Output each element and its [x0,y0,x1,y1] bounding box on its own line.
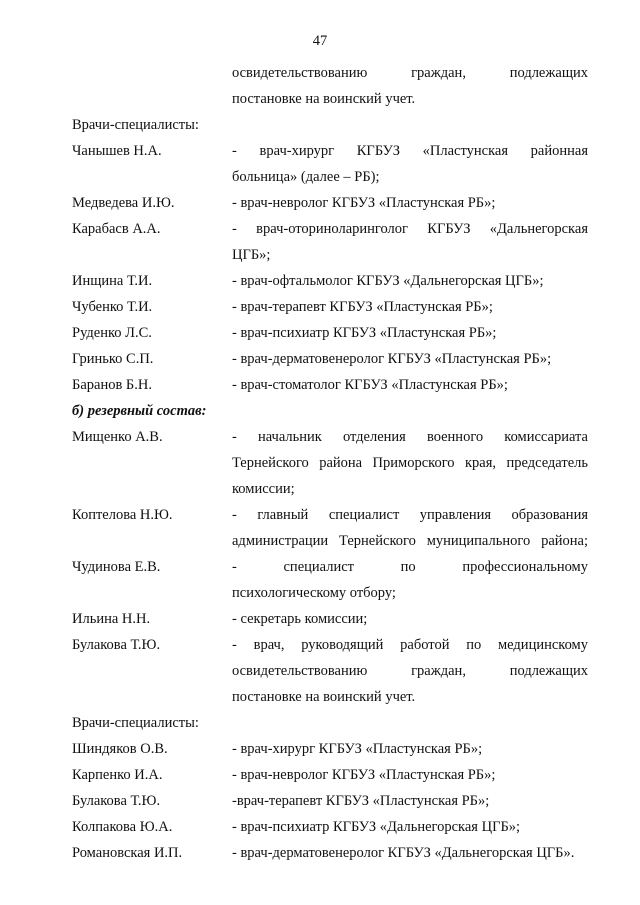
member-name: Руденко Л.С. [72,325,152,341]
member-name: Карабасв А.А. [72,221,161,237]
section-heading-specialists-reserve: Врачи-специалисты: [72,715,199,731]
member-name: Медведева И.Ю. [72,195,175,211]
member-role-line: - врач-невролог КГБУЗ «Пластунская РБ»; [232,195,496,211]
member-name: Ильина Н.Н. [72,611,151,627]
member-name: Мищенко А.В. [72,429,163,445]
member-role-line: - врач-хирург КГБУЗ «Пластунская РБ»; [232,741,483,757]
member-role-line: освидетельствованию граждан, подлежащих [232,663,588,679]
member-role-line: - врач-дерматовенеролог КГБУЗ «Дальнегорская ЦГБ». [232,845,575,861]
member-role-line: - врач-психиатр КГБУЗ «Дальнегорская ЦГБ»; [232,819,521,835]
member-role-line: - врач-невролог КГБУЗ «Пластунская РБ»; [232,767,496,783]
member-name: Чанышев Н.А. [72,143,162,159]
member-name: Колпакова Ю.А. [72,819,173,835]
member-name: Шиндяков О.В. [72,741,168,757]
member-role-line: - врач, руководящий работой по медицинскому [232,637,588,653]
member-role-line: - врач-терапевт КГБУЗ «Пластунская РБ»; [232,299,493,315]
member-role-line: - врач-оториноларинголог КГБУЗ «Дальнегорская [232,221,588,237]
member-role-line: - врач-дерматовенеролог КГБУЗ «Пластунская РБ»; [232,351,552,367]
member-role-line: Тернейского района Приморского края, председатель [232,455,588,471]
member-role-line: - врач-психиатр КГБУЗ «Пластунская РБ»; [232,325,497,341]
intro-line-1: освидетельствованию граждан, подлежащих [232,65,588,81]
member-name: Карпенко И.А. [72,767,163,783]
section-heading-specialists: Врачи-специалисты: [72,117,199,133]
member-role-line: - секретарь комиссии; [232,611,368,627]
page-number: 47 [312,33,328,49]
member-role-line: - врач-стоматолог КГБУЗ «Пластунская РБ»; [232,377,508,393]
member-name: Инщина Т.И. [72,273,153,289]
member-name: Коптелова Н.Ю. [72,507,173,523]
member-name: Гринько С.П. [72,351,154,367]
member-role-line: - специалист по профессиональному [232,559,588,575]
member-role-line: - врач-хирург КГБУЗ «Пластунская районная [232,143,588,159]
member-name: Романовская И.П. [72,845,183,861]
member-name: Булакова Т.Ю. [72,637,161,653]
member-role-line: администрации Тернейского муниципального района; [232,533,588,549]
member-role-line: -врач-терапевт КГБУЗ «Пластунская РБ»; [232,793,490,809]
member-name: Баранов Б.Н. [72,377,152,393]
section-heading-reserve: б) резервный состав: [72,403,207,419]
member-role-line: психологическому отбору; [232,585,396,601]
member-name: Булакова Т.Ю. [72,793,161,809]
member-role-line: постановке на воинский учет. [232,689,416,705]
member-name: Чудинова Е.В. [72,559,161,575]
member-role-line: - начальник отделения военного комиссариата [232,429,588,445]
member-role-line: комиссии; [232,481,295,497]
member-role-line: ЦГБ»; [232,247,271,263]
member-role-line: больница» (далее – РБ); [232,169,380,185]
member-role-line: - врач-офтальмолог КГБУЗ «Дальнегорская ЦГБ»; [232,273,544,289]
member-role-line: - главный специалист управления образования [232,507,588,523]
member-name: Чубенко Т.И. [72,299,153,315]
intro-line-2: постановке на воинский учет. [232,91,416,107]
